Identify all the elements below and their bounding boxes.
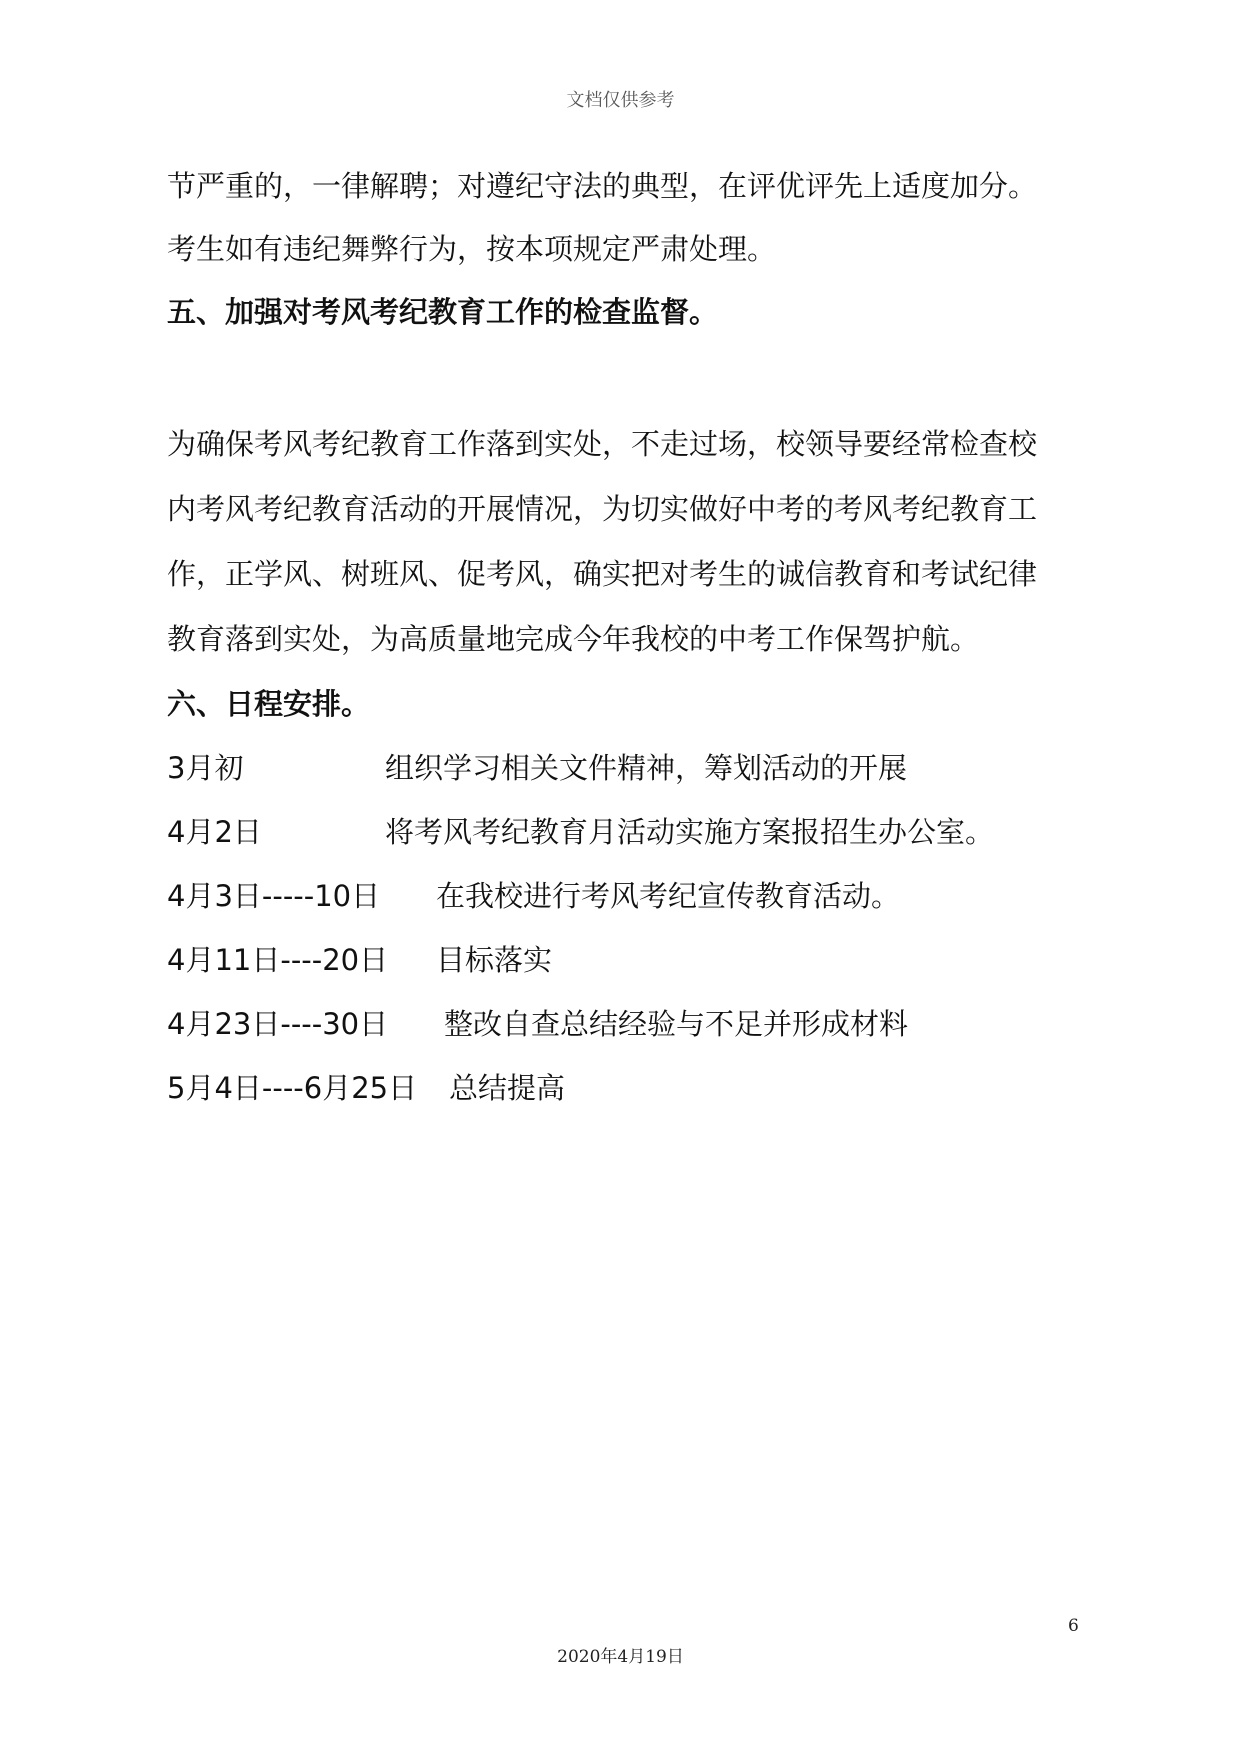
schedule-task: 在我校进行考风考纪宣传教育活动。: [436, 879, 901, 913]
section-heading-6: 六、日程安排。: [167, 687, 371, 721]
schedule-date: 4月23日----30日: [167, 1007, 389, 1041]
page-header: 文档仅供参考: [566, 90, 675, 111]
paragraph-line: 教育落到实处，为高质量地完成今年我校的中考工作保驾护航。: [167, 622, 980, 656]
schedule-task: 将考风考纪教育月活动实施方案报招生办公室。: [385, 815, 995, 849]
schedule-task: 整改自查总结经验与不足并形成材料: [444, 1007, 909, 1041]
schedule-date: 3月初: [167, 751, 244, 785]
schedule-date: 5月4日----6月25日: [167, 1071, 418, 1105]
page-number: 6: [1068, 1616, 1079, 1636]
paragraph-line: 作，正学风、树班风、促考风，确实把对考生的诚信教育和考试纪律: [167, 557, 1038, 591]
section-heading-5: 五、加强对考风考纪教育工作的检查监督。: [167, 295, 719, 329]
paragraph-line: 为确保考风考纪教育工作落到实处，不走过场，校领导要经常检查校: [167, 427, 1038, 461]
paragraph-line: 内考风考纪教育活动的开展情况，为切实做好中考的考风考纪教育工: [167, 492, 1038, 526]
paragraph-line: 考生如有违纪舞弊行为，按本项规定严肃处理。: [167, 232, 777, 266]
schedule-date: 4月2日: [167, 815, 262, 849]
schedule-task: 目标落实: [436, 943, 553, 977]
paragraph-line: 节严重的，一律解聘；对遵纪守法的典型，在评优评先上适度加分。: [167, 169, 1038, 203]
schedule-date: 4月3日-----10日: [167, 879, 381, 913]
schedule-task: 组织学习相关文件精神，筹划活动的开展: [385, 751, 908, 785]
schedule-date: 4月11日----20日: [167, 943, 389, 977]
footer-date: 2020年4月19日: [557, 1647, 684, 1667]
schedule-task: 总结提高: [449, 1071, 566, 1105]
